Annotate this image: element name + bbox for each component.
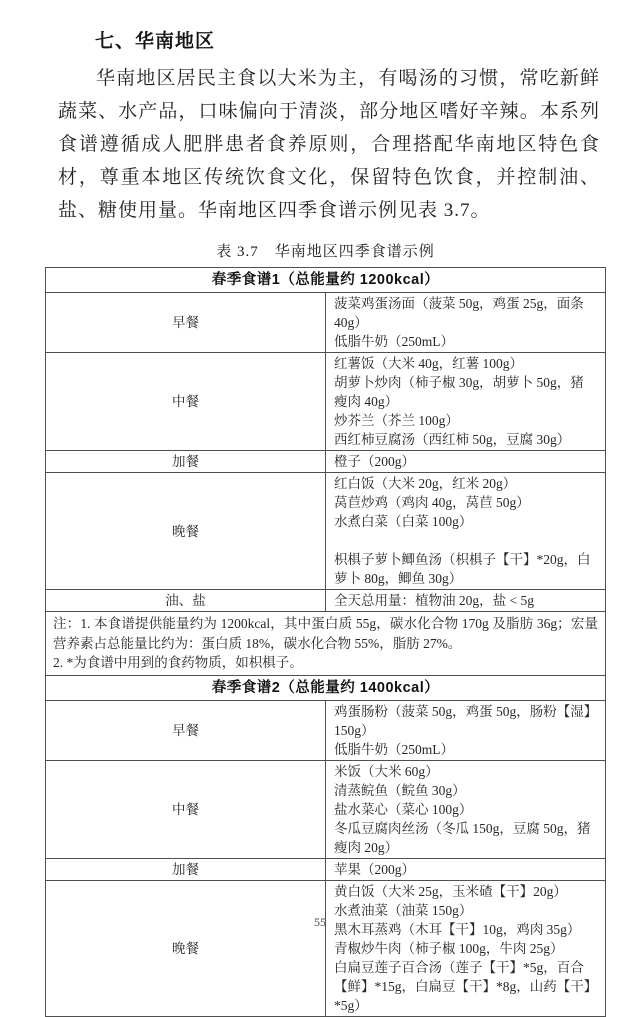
dish-line: 胡萝卜炒肉（柿子椒 30g，胡萝卜 50g，猪瘦肉 40g） xyxy=(334,375,584,409)
meal-content xyxy=(326,353,606,451)
meal-label: 早餐 xyxy=(46,293,326,353)
dish-line: 低脂牛奶（250mL） xyxy=(334,334,454,349)
dish-line: 橙子（200g） xyxy=(334,454,415,469)
dish-line: 炒芥兰（芥兰 100g） xyxy=(334,413,459,428)
meal-row xyxy=(46,858,606,880)
meal-content xyxy=(326,858,606,880)
section-heading: 七、华南地区 xyxy=(95,31,216,52)
dish-line: 黑木耳蒸鸡（木耳【干】10g，鸡肉 35g） xyxy=(334,921,581,937)
meal-row xyxy=(46,590,606,612)
meal-content xyxy=(326,293,606,353)
document-page xyxy=(0,26,640,1013)
note-cell xyxy=(46,612,606,676)
meal-label: 加餐 xyxy=(46,451,326,473)
meal-row xyxy=(46,760,606,858)
meal-content xyxy=(326,451,606,473)
note-row xyxy=(46,612,606,676)
dish-line: 清蒸鲩鱼（鲩鱼 30g） xyxy=(334,782,466,798)
recipe-section-title: 春季食谱1（总能量约 1200kcal） xyxy=(46,268,606,293)
meal-row xyxy=(46,293,606,353)
dish-line: 水煮油菜（油菜 150g） xyxy=(334,902,473,918)
recipe-section-row xyxy=(46,675,606,700)
meal-row xyxy=(46,700,606,760)
dish-line: 青椒炒牛肉（柿子椒 100g，牛肉 25g） xyxy=(334,940,564,956)
dish-line: 莴苣炒鸡（鸡肉 40g，莴苣 50g） xyxy=(334,495,530,510)
meal-content xyxy=(326,760,606,858)
dish-line: 红白饭（大米 20g，红米 20g） xyxy=(334,476,517,491)
dish-line: 枳椇子萝卜鲫鱼汤（枳椇子【干】*20g，白萝卜 80g，鲫鱼 30g） xyxy=(334,552,591,586)
meal-label: 油、盐 xyxy=(46,590,326,612)
recipe-table xyxy=(45,267,606,1017)
meal-row xyxy=(46,353,606,451)
meal-row xyxy=(46,880,606,1016)
dish-line: 白扁豆莲子百合汤（莲子【干】*5g，百合【鲜】*15g，白扁豆【干】*8g，山药【干】*5g） xyxy=(334,959,591,1013)
meal-content xyxy=(326,473,606,590)
page-number: 55 xyxy=(314,915,326,929)
meal-row xyxy=(46,473,606,590)
meal-label: 中餐 xyxy=(46,760,326,858)
meal-label: 中餐 xyxy=(46,353,326,451)
note-line: 2. *为食谱中用到的食药物质，如枳椇子。 xyxy=(53,655,303,670)
dish-line: 苹果（200g） xyxy=(334,861,415,877)
recipe-section-row xyxy=(46,268,606,293)
meal-content xyxy=(326,880,606,1016)
intro-paragraph: 华南地区居民主食以大米为主，有喝汤的习惯，常吃新鲜蔬菜、水产品，口味偏向于清淡，部分地区嗜好辛辣。本系列食谱遵循成人肥胖患者食养原则，合理搭配华南地区特色食材，尊重本地区传统饮食文化，保留特色饮食，并控制油、盐、糖使用量。华南地区四季食谱示例见表 3.7。 xyxy=(58,68,600,221)
dish-line: 冬瓜豆腐肉丝汤（冬瓜 150g，豆腐 50g，猪瘦肉 20g） xyxy=(334,820,591,855)
dish-line: 盐水菜心（菜心 100g） xyxy=(334,801,473,817)
dish-line: 西红柿豆腐汤（西红柿 50g，豆腐 30g） xyxy=(334,432,571,447)
meal-label: 晚餐 xyxy=(46,880,326,1016)
recipe-section-title: 春季食谱2（总能量约 1400kcal） xyxy=(46,675,606,700)
meal-row xyxy=(46,451,606,473)
dish-line: 鸡蛋肠粉（菠菜 50g，鸡蛋 50g，肠粉【湿】150g） xyxy=(334,703,591,738)
dish-line xyxy=(334,531,597,550)
note-line: 注：1. 本食谱提供能量约为 1200kcal，其中蛋白质 55g，碳水化合物 170g 及脂肪 36g；宏量营养素占总能量比约为：蛋白质 18%，碳水化合物 55%，脂肪 27%。 xyxy=(53,616,598,651)
meal-label: 早餐 xyxy=(46,700,326,760)
recipe-table-body xyxy=(46,268,606,1017)
dish-line: 红薯饭（大米 40g，红薯 100g） xyxy=(334,356,523,371)
dish-line: 水煮白菜（白菜 100g） xyxy=(334,514,473,529)
dish-line: 低脂牛奶（250mL） xyxy=(334,741,454,757)
dish-line: 米饭（大米 60g） xyxy=(334,763,439,779)
meal-label: 加餐 xyxy=(46,858,326,880)
table-caption: 表 3.7 华南地区四季食谱示例 xyxy=(216,244,435,260)
dish-line: 菠菜鸡蛋汤面（菠菜 50g，鸡蛋 25g，面条 40g） xyxy=(334,296,584,330)
meal-content xyxy=(326,590,606,612)
meal-content xyxy=(326,700,606,760)
dish-line: 黄白饭（大米 25g，玉米碴【干】20g） xyxy=(334,883,567,899)
dish-line: 全天总用量：植物油 20g，盐 < 5g xyxy=(334,593,534,608)
meal-label: 晚餐 xyxy=(46,473,326,590)
